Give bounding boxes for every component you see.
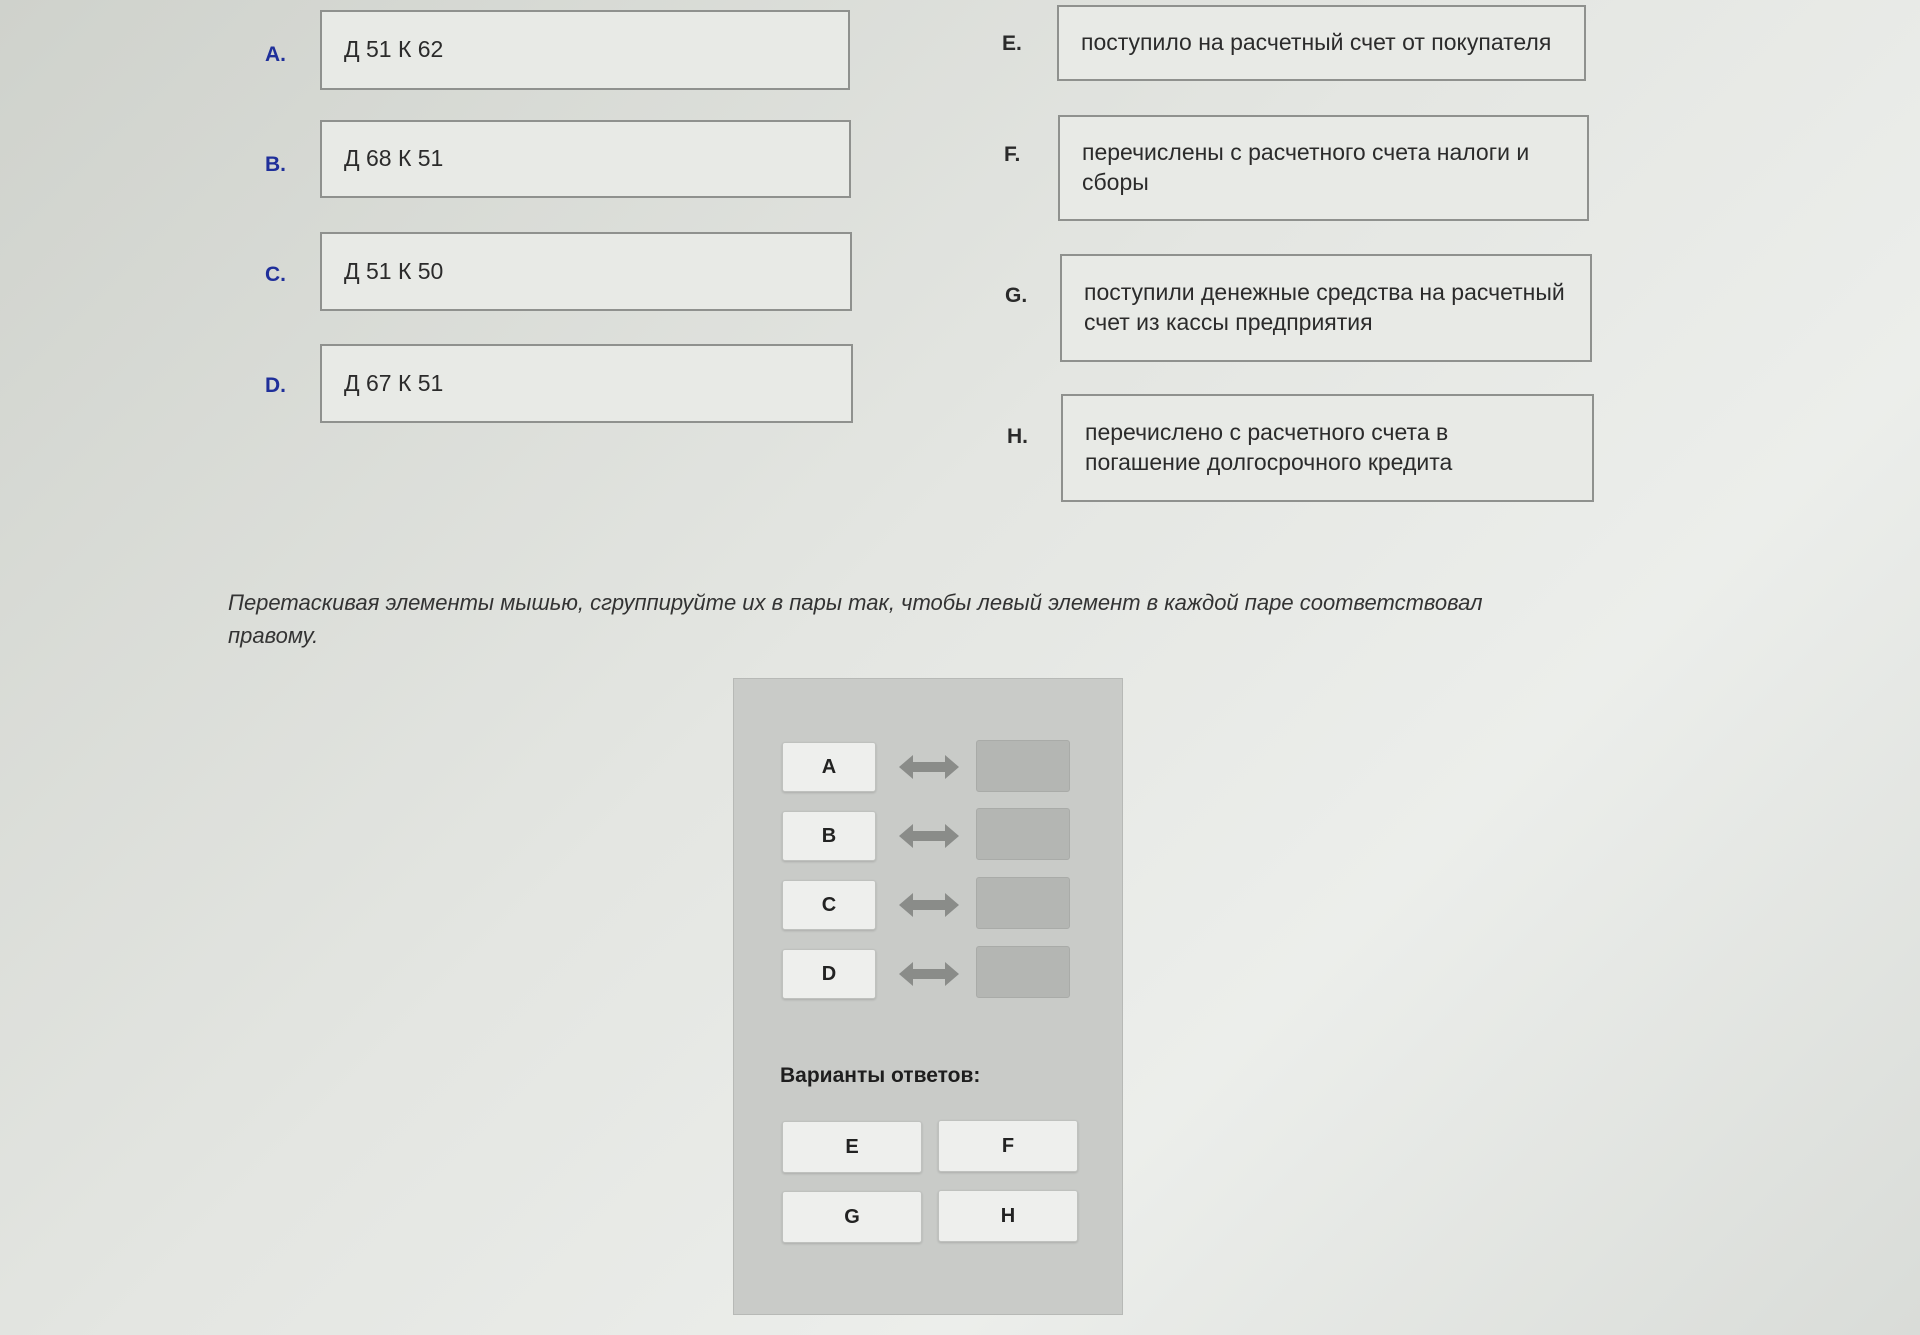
item-letter-f: F. bbox=[1004, 143, 1021, 166]
double-arrow-icon bbox=[899, 890, 959, 920]
pair-label-a: A bbox=[782, 742, 876, 792]
item-box-a bbox=[320, 10, 850, 90]
answers-heading: Варианты ответов: bbox=[780, 1064, 981, 1087]
item-text-f: перечислены с расчетного счета налоги и сборы bbox=[1082, 139, 1530, 195]
item-letter-h: H. bbox=[1007, 425, 1028, 448]
item-text-a: Д 51 К 62 bbox=[344, 36, 444, 63]
double-arrow-icon bbox=[899, 752, 959, 782]
item-box-g bbox=[1060, 254, 1592, 362]
item-box-h bbox=[1061, 394, 1594, 502]
answer-tile-g[interactable]: G bbox=[782, 1191, 922, 1243]
item-box-d bbox=[320, 344, 853, 423]
item-letter-g: G. bbox=[1005, 284, 1028, 307]
drop-slot-d[interactable] bbox=[976, 946, 1070, 998]
matching-panel bbox=[733, 678, 1123, 1315]
item-letter-a: A. bbox=[265, 43, 286, 66]
item-letter-d: D. bbox=[265, 374, 286, 397]
item-box-e bbox=[1057, 5, 1586, 81]
double-arrow-icon bbox=[899, 821, 959, 851]
item-box-f bbox=[1058, 115, 1589, 221]
item-text-e: поступило на расчетный счет от покупателя bbox=[1081, 29, 1552, 56]
pair-label-b: B bbox=[782, 811, 876, 861]
instruction-text: Перетаскивая элементы мышью, сгруппируйте их в пары так, чтобы левый элемент в каждой паре соответствовал правому. bbox=[228, 590, 1483, 648]
double-arrow-icon bbox=[899, 959, 959, 989]
item-letter-e: E. bbox=[1002, 32, 1022, 55]
item-letter-c: C. bbox=[265, 263, 286, 286]
item-box-c bbox=[320, 232, 852, 311]
answer-tile-e[interactable]: E bbox=[782, 1121, 922, 1173]
drop-slot-c[interactable] bbox=[976, 877, 1070, 929]
drop-slot-b[interactable] bbox=[976, 808, 1070, 860]
item-box-b bbox=[320, 120, 851, 198]
pair-label-c: C bbox=[782, 880, 876, 930]
answer-tile-f[interactable]: F bbox=[938, 1120, 1078, 1172]
answer-tile-h[interactable]: H bbox=[938, 1190, 1078, 1242]
drop-slot-a[interactable] bbox=[976, 740, 1070, 792]
item-letter-b: B. bbox=[265, 153, 286, 176]
item-text-b: Д 68 К 51 bbox=[344, 145, 444, 172]
pair-label-d: D bbox=[782, 949, 876, 999]
item-text-c: Д 51 К 50 bbox=[344, 257, 444, 284]
item-text-g: поступили денежные средства на расчетный счет из кассы предприятия bbox=[1084, 279, 1565, 335]
item-text-d: Д 67 К 51 bbox=[344, 369, 444, 396]
item-text-h: перечислено с расчетного счета в погашение долгосрочного кредита bbox=[1085, 419, 1453, 475]
